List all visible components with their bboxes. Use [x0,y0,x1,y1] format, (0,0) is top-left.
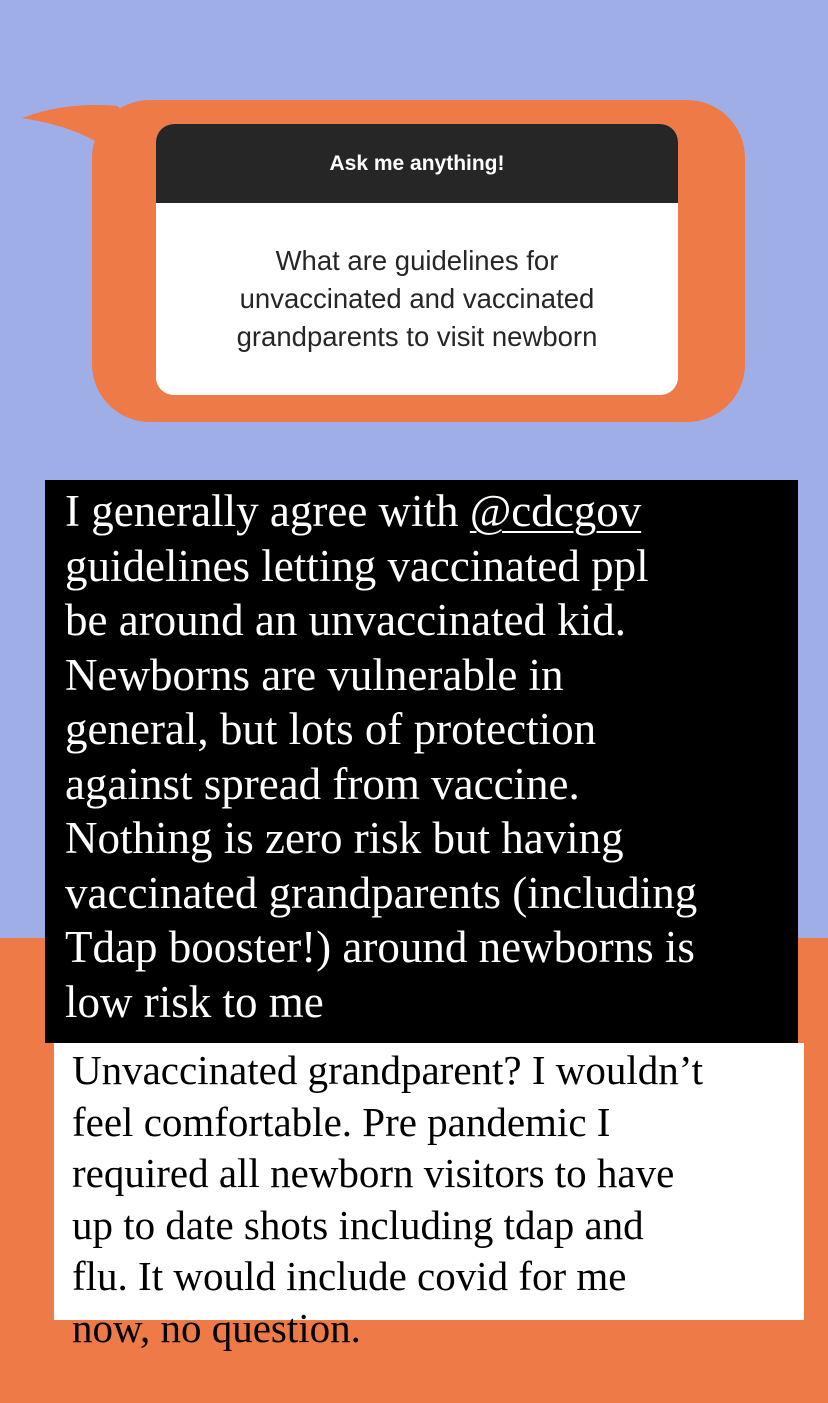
cdcgov-mention-link[interactable]: @cdcgov [469,486,642,536]
answer-line: against spread from vaccine. [65,758,580,809]
answer-line: feel comfortable. Pre pandemic I [72,1098,611,1145]
answer-line: Tdap booster!) around newborns is [65,922,695,972]
answer-line: Unvaccinated grandparent? I wouldn’t [72,1047,704,1093]
answer-line: vaccinated grandparents (including [65,867,698,918]
answer-line: Nothing is zero risk but having [65,813,624,863]
answer-line: guidelines letting vaccinated ppl [65,540,649,591]
answer-line-text: I generally agree with [65,486,470,536]
answer-line: flu. It would include covid for me [72,1253,627,1299]
question-text [156,203,678,395]
question-line: What are guidelines for [275,245,559,276]
answer-line: up to date shots including tdap and [72,1201,644,1248]
answer-line: low risk to me [65,976,324,1027]
answer-line: Newborns are vulnerable in [65,649,564,700]
answer-line: required all newborn visitors to have [72,1150,675,1196]
answer-text-block-1 [45,480,798,1043]
answer-text-block-2 [54,1043,804,1351]
question-line: unvaccinated and vaccinated [239,283,595,314]
answer-line: be around an unvaccinated kid. [65,595,627,645]
answer-line [65,484,788,539]
answer-line: general, but lots of protection [65,704,597,754]
question-card [156,124,678,395]
question-card-header: Ask me anything! [156,124,678,203]
question-line: grandparents to visit newborn [236,321,598,352]
answer-line: now, no question. [72,1304,361,1351]
